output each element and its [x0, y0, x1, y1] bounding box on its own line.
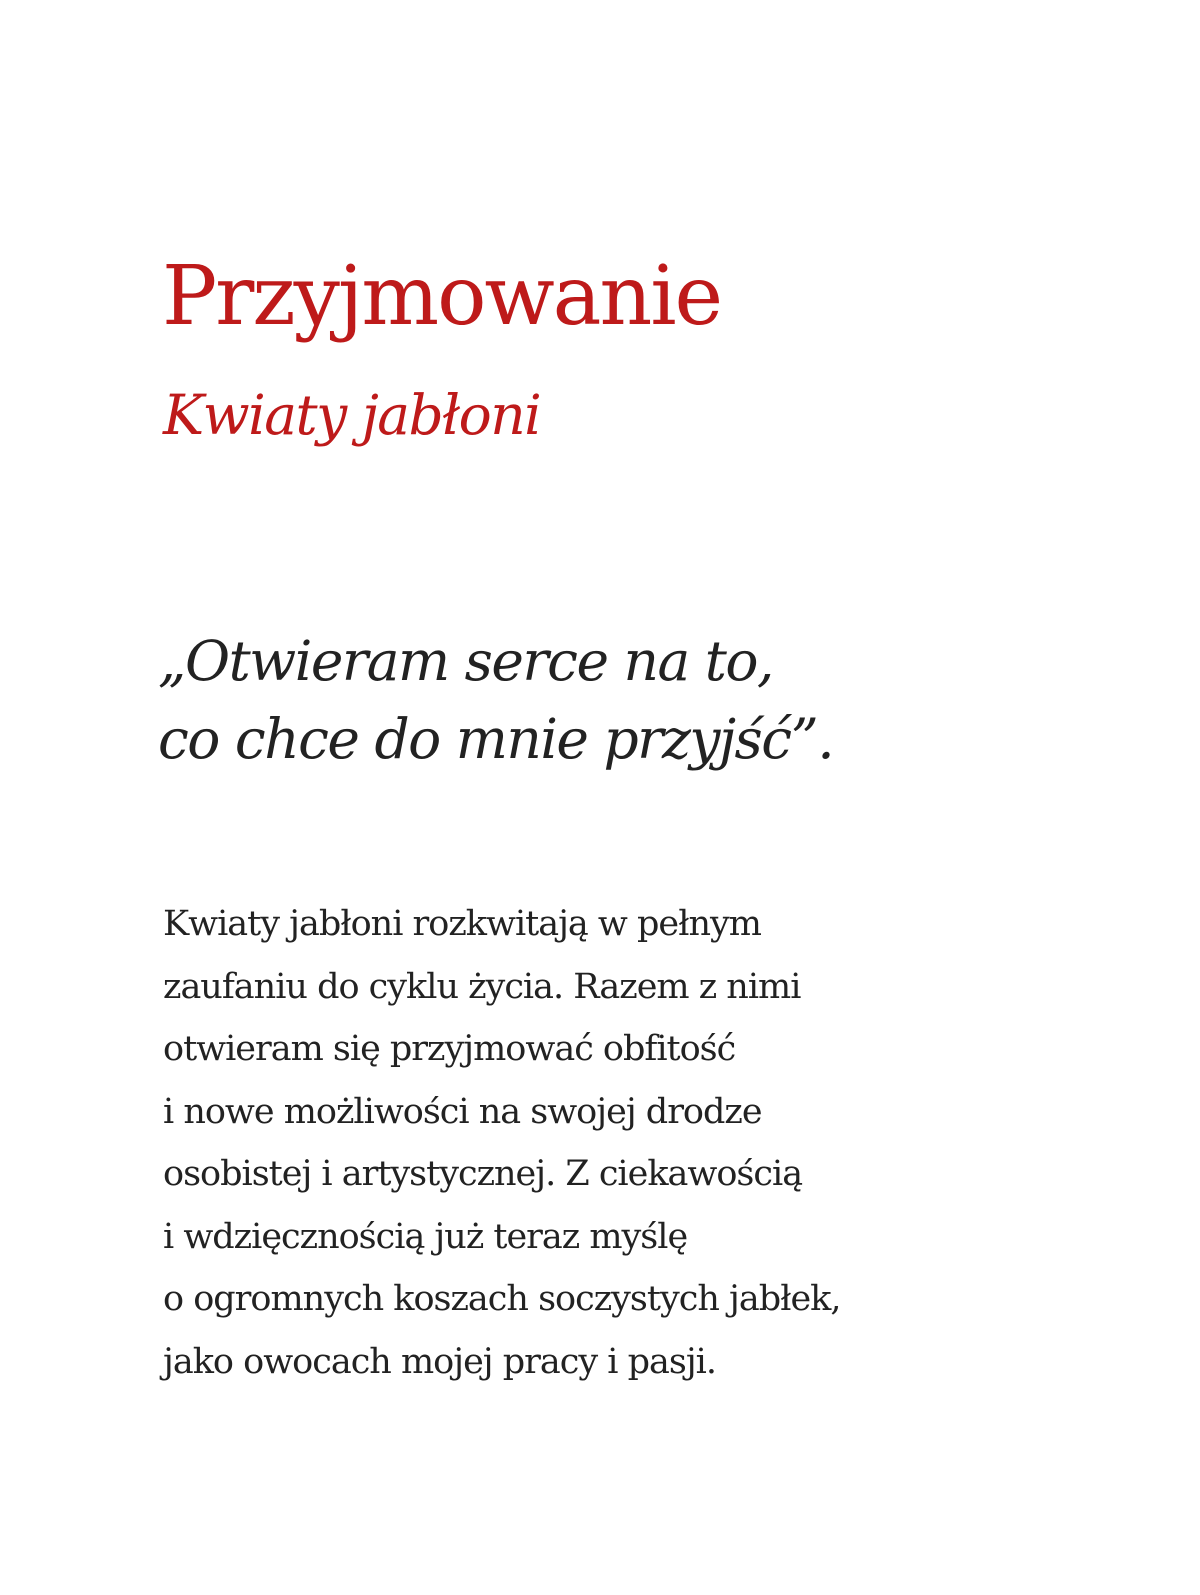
body-line: Kwiaty jabłoni rozkwitają w pełnym [163, 904, 761, 944]
page-subtitle: Kwiaty jabłoni [163, 383, 541, 447]
body-paragraph [163, 893, 841, 1393]
body-line: o ogromnych koszach soczystych jabłek, [163, 1279, 841, 1319]
affirmation-quote [158, 622, 833, 778]
body-line: i nowe możliwości na swojej drodze [163, 1091, 762, 1132]
body-line: jako owocach mojej pracy i pasji. [163, 1341, 716, 1382]
body-line: otwieram się przyjmować obfitość [163, 1029, 736, 1069]
page-title: Przyjmowanie [162, 249, 722, 344]
quote-line: co chce do mnie przyjść”. [158, 707, 834, 771]
quote-line: „Otwieram serce na to, [158, 629, 773, 693]
body-line: osobistej i artystycznej. Z ciekawością [163, 1154, 803, 1194]
body-line: i wdzięcznością już teraz myślę [163, 1216, 688, 1257]
body-line: zaufaniu do cyklu życia. Razem z nimi [163, 966, 801, 1007]
